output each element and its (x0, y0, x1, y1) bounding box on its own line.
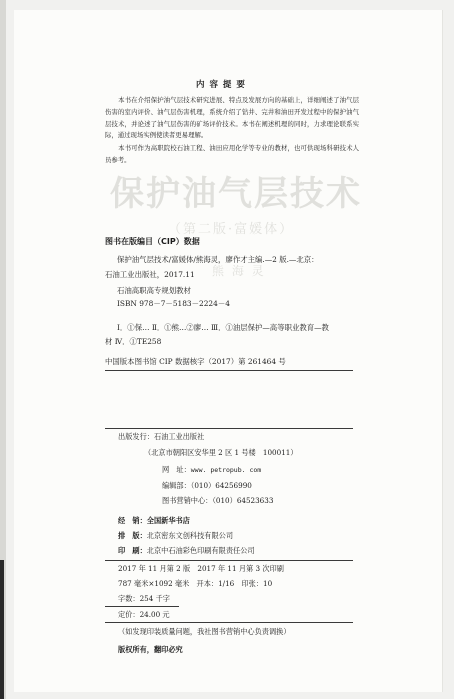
publisher-label: 出版发行： (118, 432, 154, 441)
typeset-line (118, 531, 233, 541)
publisher-name: 石油工业出版社 (153, 432, 205, 441)
cip-bottom-rule (105, 370, 353, 371)
publisher-line (118, 432, 204, 442)
price: 定价：24.00 元 (118, 610, 170, 619)
editorial-phone: （010）64256990 (190, 481, 252, 490)
seller-name: 全国新华书店 (146, 516, 190, 525)
specs-top-rule (105, 560, 353, 561)
publisher-top-rule (105, 428, 353, 429)
summary-paragraph-1-text: 本书在介绍保护油气层技术研究进展、特点及发展方向的基础上，详细阐述了油气层伤害的室内评价、油气层伤害机理，系统介绍了钻井、完井和油田开发过程中的保护油气层技术，并论述了油气层伤害的矿场评价技术。本书在阐述机理的同时，力求理论联系实际，通过现场实例使读者更易理解。 (105, 96, 359, 140)
cip-line-1: 保护油气层技术/富媛体/熊海灵，廖作才主编.—2 版.—北京： (117, 255, 319, 264)
cip-isbn: ISBN 978－7－5183－2224－4 (117, 299, 230, 308)
word-count-underline (105, 606, 179, 607)
printer-line (118, 546, 255, 556)
ghost-cover-title: 保护油气层技术 (110, 174, 362, 214)
summary-paragraph-2 (105, 143, 359, 167)
editorial-label: 编辑部： (162, 481, 191, 490)
seller-line (118, 516, 190, 526)
word-count: 字数：254 千字 (118, 594, 170, 603)
summary-title: 内 容 提 要 (196, 80, 246, 90)
summary-paragraph-2-text: 本书可作为高职院校石油工程、油田应用化学等专业的教材，也可供现场科研技术人员参考。 (105, 144, 359, 164)
cip-classification: Ⅰ．①保… Ⅱ．①熊…②廖… Ⅲ．①油层保护—高等职业教育—教 (117, 323, 329, 332)
format-info: 787 毫米×1092 毫米 开本：1/16 印张：10 (118, 579, 273, 588)
cip-heading: 图书在版编目（CIP）数据 (105, 237, 200, 246)
typeset-label: 排 版： (118, 531, 147, 540)
cip-record-number: 中国版本图书馆 CIP 数据核字（2017）第 261464 号 (105, 357, 286, 366)
quality-notice: （如发现印装质量问题，我社图书营销中心负责调换） (118, 627, 291, 636)
cip-classification-cont: 材 Ⅳ．①TE258 (105, 337, 162, 346)
scan-edge-dark (0, 560, 4, 699)
website-line (162, 465, 261, 475)
cip-line-2: 石油工业出版社，2017.11 (105, 270, 195, 279)
marketing-phone: （010）64523633 (212, 496, 274, 505)
price-rule (105, 622, 353, 623)
summary-paragraph-1 (105, 95, 359, 142)
ghost-cover-edition: （第二版·富媛体） (168, 222, 295, 237)
printer-label: 印 刷： (118, 546, 147, 555)
marketing-label: 图书营销中心： (162, 496, 213, 505)
publisher-address: （北京市朝阳区安华里 2 区 1 号楼 100011） (144, 448, 298, 457)
printer-company: 北京中石油彩色印刷有限责任公司 (146, 546, 255, 555)
edition-info: 2017 年 11 月第 2 版 2017 年 11 月第 3 次印刷 (118, 564, 284, 573)
typeset-company: 北京密东文创科技有限公司 (146, 531, 234, 540)
website-label: 网 址： (162, 465, 191, 474)
marketing-line (162, 496, 273, 506)
website-url: www. petropub. com (190, 466, 262, 474)
cip-line-3: 石油高职高专规划教材 (117, 286, 191, 295)
ghost-cover-author: 熊 海 灵 (212, 264, 266, 278)
copyright-notice: 版权所有，翻印必究 (118, 645, 183, 654)
editorial-line (162, 481, 252, 491)
seller-label: 经 销： (118, 516, 147, 525)
